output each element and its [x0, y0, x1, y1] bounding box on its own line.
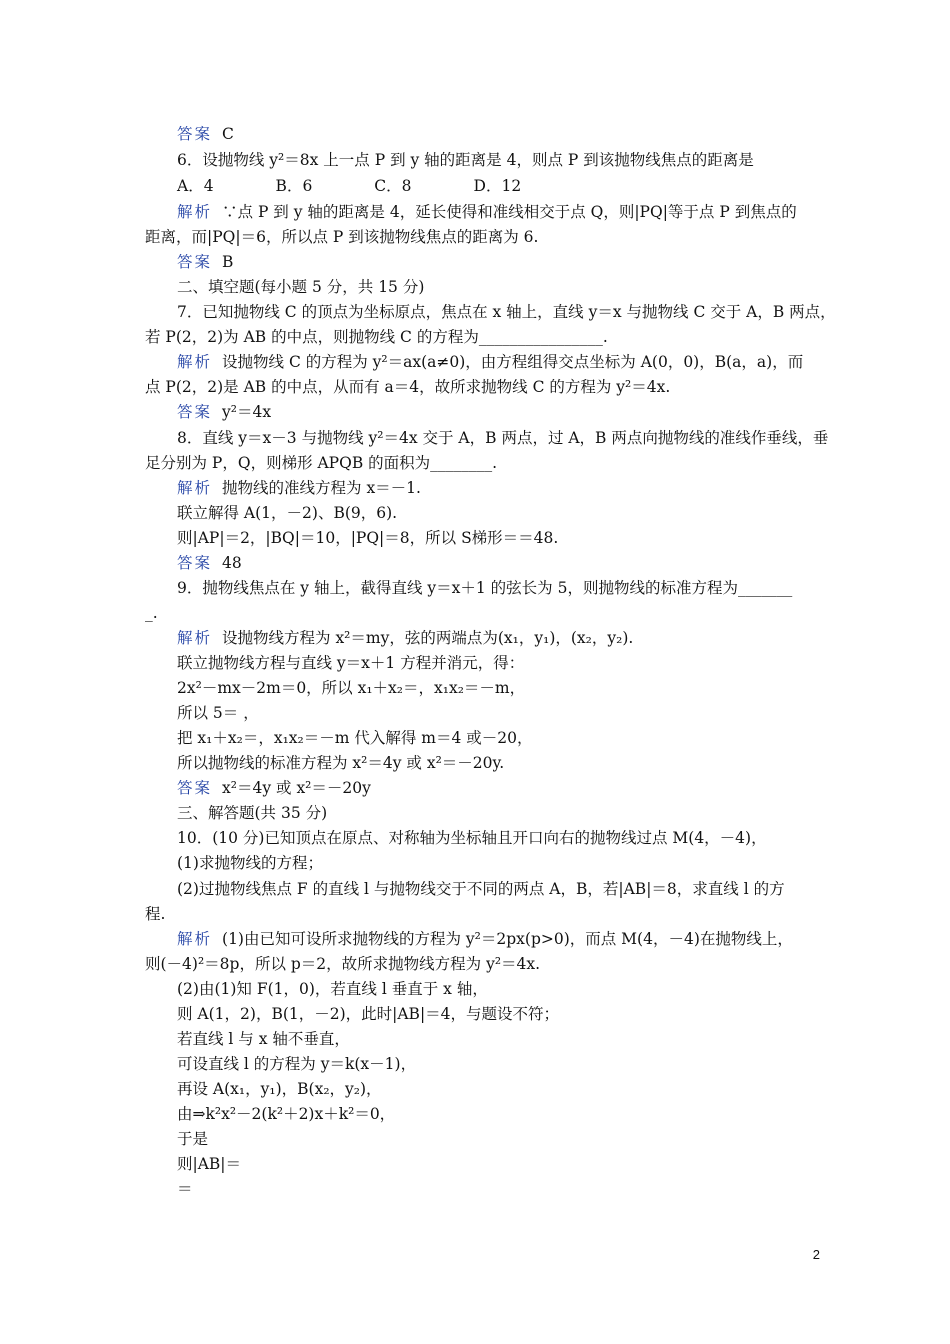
- line-text: 6．设抛物线 y²＝8x 上一点 P 到 y 轴的距离是 4，则点 P 到该抛物线焦点的距离是: [177, 151, 754, 169]
- text-line: [177, 578, 792, 598]
- line-text: 二、填空题(每小题 5 分，共 15 分): [177, 278, 425, 296]
- line-text: 于是: [177, 1130, 209, 1148]
- text-line: [177, 778, 371, 798]
- text-line: [177, 277, 424, 297]
- text-line: [177, 703, 259, 723]
- text-line: [177, 1004, 559, 1024]
- line-text: 设抛物线方程为 x²＝my，弦的两端点为(x₁，y₁)，(x₂，y₂).: [222, 629, 634, 647]
- section-label: 解析: [177, 479, 213, 497]
- text-line: [145, 453, 497, 473]
- section-label: 答案: [177, 554, 213, 572]
- text-line: [177, 252, 233, 272]
- text-line: [145, 904, 165, 924]
- line-text: 48: [222, 554, 242, 572]
- text-line: [177, 1054, 416, 1074]
- section-label: 答案: [177, 253, 213, 271]
- line-text: 抛物线的准线方程为 x＝－1.: [222, 479, 421, 497]
- line-text: 9．抛物线焦点在 y 轴上，截得直线 y＝x＋1 的弦长为 5，则抛物线的标准方程为_______: [177, 579, 793, 597]
- section-label: 答案: [177, 779, 213, 797]
- text-line: [177, 302, 836, 322]
- text-line: [177, 528, 558, 548]
- section-label: 解析: [177, 353, 213, 371]
- text-line: [177, 1104, 395, 1124]
- line-text: C: [222, 125, 234, 143]
- line-text: _.: [145, 604, 158, 622]
- section-label: 解析: [177, 203, 213, 221]
- line-text: 三、解答题(共 35 分): [177, 804, 328, 822]
- section-label: 解析: [177, 629, 213, 647]
- page-number: 2: [812, 1247, 820, 1262]
- line-text: (2)过抛物线焦点 F 的直线 l 与抛物线交于不同的两点 A，B，若|AB|＝8，求直线 l 的方: [177, 880, 785, 898]
- line-text: 7．已知抛物线 C 的顶点为坐标原点，焦点在 x 轴上，直线 y＝x 与抛物线 C 交于 A，B 两点，: [177, 303, 836, 321]
- text-line: [177, 1029, 350, 1049]
- text-line: [177, 124, 234, 144]
- line-text: 距离，而|PQ|＝6，所以点 P 到该抛物线焦点的距离为 6.: [145, 228, 539, 246]
- text-line: [177, 828, 767, 848]
- line-text: 设抛物线 C 的方程为 y²＝ax(a≠0)，由方程组得交点坐标为 A(0，0)，B(a，a)，而: [222, 353, 804, 371]
- line-text: 把 x₁＋x₂＝，x₁x₂＝－m 代入解得 m＝4 或－20，: [177, 729, 533, 747]
- line-text: 所以抛物线的标准方程为 x²＝4y 或 x²＝－20y.: [177, 754, 505, 772]
- text-line: [145, 954, 540, 974]
- text-line: [177, 428, 828, 448]
- line-text: 2x²－mx－2m＝0，所以 x₁＋x₂＝，x₁x₂＝－m，: [177, 679, 526, 697]
- text-line: [145, 603, 158, 623]
- section-label: 解析: [177, 930, 213, 948]
- text-line: [177, 1129, 208, 1149]
- section-label: 答案: [177, 403, 213, 421]
- line-text: 足分别为 P，Q，则梯形 APQB 的面积为________.: [145, 454, 498, 472]
- line-text: A．4 B．6 C．8 D．12: [177, 177, 522, 195]
- line-text: 若 P(2，2)为 AB 的中点，则抛物线 C 的方程为________________.: [145, 328, 608, 346]
- text-line: [177, 176, 521, 196]
- text-line: [177, 478, 421, 498]
- text-line: [177, 753, 504, 773]
- text-line: [177, 879, 785, 899]
- line-text: 10．(10 分)已知顶点在原点、对称轴为坐标轴且开口向右的抛物线过点 M(4，－4)，: [177, 829, 767, 847]
- line-text: x²＝4y 或 x²＝－20y: [222, 779, 371, 797]
- line-text: B: [222, 253, 234, 271]
- text-line: [177, 202, 797, 222]
- text-line: [177, 150, 754, 170]
- line-text: 则 A(1，2)，B(1，－2)，此时|AB|＝4，与题设不符；: [177, 1005, 560, 1023]
- text-line: [177, 402, 271, 422]
- line-text: 则|AP|＝2，|BQ|＝10，|PQ|＝8，所以 S梯形＝＝48.: [177, 529, 559, 547]
- line-text: 联立抛物线方程与直线 y＝x＋1 方程并消元，得：: [177, 654, 525, 672]
- line-text: 所以 5＝ ，: [177, 704, 259, 722]
- text-line: [177, 1154, 241, 1174]
- line-text: (2)由(1)知 F(1，0)，若直线 l 垂直于 x 轴，: [177, 980, 488, 998]
- text-line: [177, 1079, 382, 1099]
- section-label: 答案: [177, 125, 213, 143]
- text-line: [177, 678, 525, 698]
- line-text: (1)求抛物线的方程；: [177, 854, 323, 872]
- text-line: [177, 503, 397, 523]
- text-line: [145, 227, 538, 247]
- text-line: [177, 929, 793, 949]
- line-text: 由⇒k²x²－2(k²＋2)x＋k²＝0，: [177, 1105, 396, 1123]
- line-text: ∵点 P 到 y 轴的距离是 4，延长使得和准线相交于点 Q，则|PQ|等于点 P 到焦点的: [222, 203, 797, 221]
- text-line: [177, 628, 633, 648]
- text-line: [177, 1179, 193, 1199]
- line-text: 再设 A(x₁，y₁)，B(x₂，y₂)，: [177, 1080, 382, 1098]
- text-line: [177, 803, 327, 823]
- line-text: ＝: [177, 1180, 193, 1198]
- text-line: [177, 979, 488, 999]
- text-line: [177, 352, 803, 372]
- line-text: 联立解得 A(1，－2)、B(9，6).: [177, 504, 398, 522]
- text-line: [177, 553, 242, 573]
- line-text: 可设直线 l 的方程为 y＝k(x－1)，: [177, 1055, 417, 1073]
- text-line: [145, 377, 670, 397]
- line-text: 则(－4)²＝8p，所以 p＝2，故所求抛物线方程为 y²＝4x.: [145, 955, 541, 973]
- text-line: [177, 653, 524, 673]
- text-line: [177, 728, 533, 748]
- line-text: 点 P(2，2)是 AB 的中点，从而有 a＝4，故所求抛物线 C 的方程为 y²＝4x.: [145, 378, 671, 396]
- line-text: 若直线 l 与 x 轴不垂直，: [177, 1030, 350, 1048]
- line-text: 8．直线 y＝x－3 与抛物线 y²＝4x 交于 A，B 两点，过 A，B 两点向抛物线的准线作垂线，垂: [177, 429, 829, 447]
- line-text: 程.: [145, 905, 166, 923]
- text-line: [177, 853, 323, 873]
- line-text: y²＝4x: [222, 403, 272, 421]
- line-text: 则|AB|＝: [177, 1155, 242, 1173]
- line-text: (1)由已知可设所求抛物线的方程为 y²＝2px(p>0)，而点 M(4，－4)在抛物线上，: [222, 930, 793, 948]
- text-line: [145, 327, 608, 347]
